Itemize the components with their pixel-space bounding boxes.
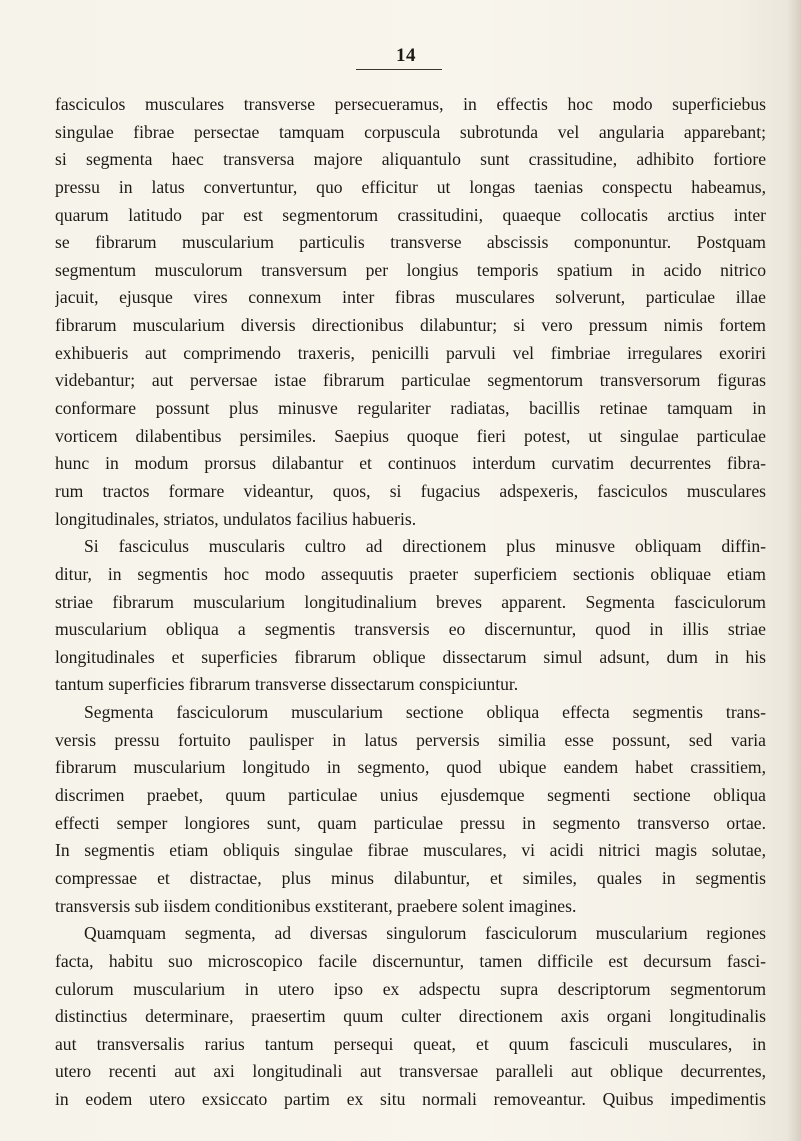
text-line: rum tractos formare videantur, quos, si fugacius adspexeris, fasciculos musculares (55, 480, 766, 501)
text-line: quarum latitudo par est segmentorum crassitudini, quaeque collocatis arctius inter (55, 204, 766, 225)
text-line: ditur, in segmentis hoc modo assequutis praeter superficiem sectionis obliquae etiam (55, 563, 766, 584)
text-line: vorticem dilabentibus persimiles. Saepius quoque fieri potest, ut singulae particulae (55, 425, 766, 446)
text-line: hunc in modum prorsus dilabantur et continuos interdum curvatim decurrentes fibra- (55, 453, 766, 474)
text-line: videbantur; aut perversae istae fibrarum particulae segmentorum transversorum figuras (55, 370, 766, 391)
text-line: longitudinales, striatos, undulatos facilius habueris. (55, 508, 417, 529)
text-line: muscularium obliqua a segmentis transversis eo discernuntur, quod in illis striae (55, 619, 766, 640)
text-line: se fibrarum muscularium particulis transverse abscissis componuntur. Postquam (55, 232, 766, 253)
text-line: Si fasciculus muscularis cultro ad directionem plus minusve obliquam diffin- (84, 536, 766, 557)
text-line: segmentum musculorum transversum per longius temporis spatium in acido nitrico (55, 259, 766, 280)
text-line: jacuit, ejusque vires connexum inter fibras musculares solverunt, particulae illae (55, 287, 766, 308)
text-line: utero recenti aut axi longitudinali aut transversae paralleli aut oblique decurrentes, (55, 1061, 766, 1082)
text-line: facta, habitu suo microscopico facile discernuntur, tamen difficile est decursum fasci- (55, 950, 766, 971)
text-line: effecti semper longiores sunt, quam particulae pressu in segmento transverso ortae. (55, 812, 766, 833)
text-line: fibrarum muscularium diversis directionibus dilabuntur; si vero pressum nimis fortem (55, 315, 766, 336)
text-line: discrimen praebet, quum particulae unius ejusdemque segmenti sectione obliqua (55, 785, 766, 806)
text-line: conformare possunt plus minusve regulariter radiatas, bacillis retinae tamquam in (55, 398, 766, 419)
text-line: fibrarum muscularium longitudo in segmento, quod ubique eandem habet crassitiem, (55, 757, 766, 778)
page-number-rule (356, 69, 442, 70)
text-line: exhibueris aut comprimendo traxeris, penicilli parvuli vel fimbriae irregulares exoriri (55, 342, 766, 363)
text-line: Segmenta fasciculorum muscularium sectione obliqua effecta segmentis trans- (84, 702, 766, 723)
text-line: tantum superficies fibrarum transverse dissectarum conspiciuntur. (55, 674, 519, 695)
text-line: fasciculos musculares transverse persecueramus, in effectis hoc modo superficiebus (55, 94, 766, 114)
body-text (55, 91, 766, 1114)
page-number: 14 (396, 45, 416, 66)
text-line: striae fibrarum muscularium longitudinalium breves apparent. Segmenta fasciculorum (55, 591, 766, 612)
text-line: transversis sub iisdem conditionibus exstiterant, praebere solent imagines. (55, 895, 577, 916)
text-line: in eodem utero exsiccato partim ex situ normali removeantur. Quibus impedimentis (55, 1089, 766, 1110)
text-line: longitudinales et superficies fibrarum oblique dissectarum simul adsunt, dum in his (55, 646, 766, 667)
text-line: compressae et distractae, plus minus dilabuntur, et similes, quales in segmentis (55, 867, 766, 888)
text-line: si segmenta haec transversa majore aliquantulo sunt crassitudine, adhibito fortiore (55, 149, 766, 170)
page-edge-shadow (787, 0, 801, 1141)
text-line: culorum muscularium in utero ipso ex adspectu supra descriptorum segmentorum (55, 978, 766, 999)
text-line: distinctius determinare, praesertim quum culter directionem axis organi longitudinalis (55, 1006, 766, 1027)
text-line: singulae fibrae persectae tamquam corpuscula subrotunda vel angularia apparebant; (55, 121, 766, 142)
text-line: In segmentis etiam obliquis singulae fibrae musculares, vi acidi nitrici magis solutae, (55, 840, 766, 861)
text-line: aut transversalis rarius tantum persequi queat, et quum fasciculi musculares, in (55, 1033, 766, 1054)
text-line: versis pressu fortuito paulisper in latus perversis similia esse possunt, sed varia (55, 729, 766, 750)
text-line: pressu in latus convertuntur, quo efficitur ut longas taenias conspectu habeamus, (55, 176, 766, 197)
text-line: Quamquam segmenta, ad diversas singulorum fasciculorum muscularium regiones (84, 923, 766, 944)
